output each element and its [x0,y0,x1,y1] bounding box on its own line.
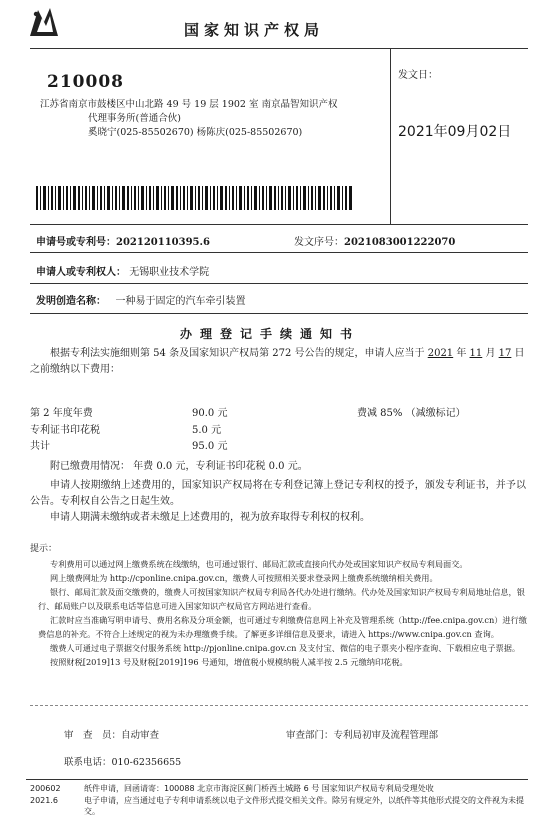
tip-line: 汇款时应当准确写明申请号、费用名称及分项金额，也可通过专利缴费信息网上补充及管理系统（http://fee.cnipa.gov.cn）进行缴费信息的补充。不符合上述规定的视为未办理缴费手续。了解更多详细信息及要求，请进入 https://www.cnipa.gov.cn 查询。 [38,615,527,639]
agency-line: 代理事务所(普通合伙) [88,113,181,124]
intro-text: 根据专利法实施细则第 54 条及国家知识产权局第 272 号公告的规定，申请人应当于 [50,348,428,359]
intro-tail: 之前缴纳以下费用： [30,364,120,375]
application-number-row [36,233,210,248]
contact-phone [64,754,181,768]
notice-title: 办理登记手续通知书 [179,327,360,341]
tip-line: 网上缴费网址为 http://cponline.cnipa.gov.cn，缴费人可按照相关要求登录网上缴费系统缴纳相关费用。 [50,573,438,583]
due-day: 17 [498,348,512,359]
fee-total-label: 共计 [30,441,50,452]
serial-number: 2021083001222070 [344,237,456,248]
department [286,727,438,741]
tips-label: 提示： [30,544,58,554]
fee-amount: 5.0 元 [192,425,222,436]
phone-number: 010-62356655 [111,757,182,768]
applicant: 无锡职业技术学院 [129,267,210,278]
department-name: 专利局初审及流程管理部 [333,730,439,741]
fee-name: 第 2 年度年费 [30,408,93,419]
fee-total-amount: 95.0 元 [192,441,228,452]
form-code: 200602 [30,784,61,793]
serial-number-label: 发文序号： [294,237,344,248]
reviewer-name: 自动审查 [121,730,160,741]
invention-label: 发明创造名称： [36,296,106,307]
paid-fees: 附已缴费用情况： 年费 0.0 元，专利证书印花税 0.0 元。 [50,461,308,472]
table-rule [30,252,528,253]
application-number: 202120110395.6 [116,237,210,248]
issue-date-label: 发文日： [398,70,438,81]
grant-paragraph: 申请人按期缴纳上述费用的，国家知识产权局将在专利登记簿上登记专利权的授予，颁发专利证书，并予以公告。专利权自公告之日起生效。 [30,480,526,507]
footer-paper-notice: 纸件申请，回函请寄：100088 北京市海淀区蓟门桥西土城路 6 号 国家知识产权局专利局受理处收 [84,784,434,793]
footer-electronic-notice: 电子申请，应当通过电子专利申请系统以电子文件形式提交相关文件。除另有规定外，以纸件等其他形式提交的文件视为未提交。 [84,796,524,816]
barcode [36,186,352,210]
footer-rule [26,779,528,780]
applicant-label: 申请人或专利权人： [36,267,126,278]
reviewer-label: 审 查 员： [64,730,122,741]
fee-note: 费减 85% （减缴标记） [357,408,466,419]
table-rule [30,283,528,284]
invention-row [36,292,246,307]
forfeit-paragraph: 申请人期满未缴纳或者未缴足上述费用的，视为放弃取得专利权的权利。 [50,512,370,523]
postal-code: 210008 [47,72,124,92]
address-line: 江苏省南京市鼓楼区中山北路 49 号 19 层 1902 室 南京晶智知识产权 [40,99,338,110]
fee-amount: 90.0 元 [192,408,228,419]
notice-intro [30,346,526,378]
cnipa-logo-icon [28,6,60,38]
examiner-rule [30,705,528,706]
due-month: 11 [469,348,483,359]
invention-title: 一种易于固定的汽车牵引装置 [115,296,246,307]
day-char: 日 [511,348,525,359]
tip-line: 按照财税[2019]13 号及财税[2019]196 号通知，增值税小规模纳税人减半按 2.5 元缴纳印花税。 [50,657,408,667]
issuing-office: 国家知识产权局 [184,21,325,39]
application-number-label: 申请号或专利号： [36,237,116,248]
year-char: 年 [453,348,470,359]
applicant-row [36,263,209,278]
table-rule [30,313,528,314]
due-year: 2021 [427,348,454,359]
issue-date: 2021年09月02日 [398,124,512,140]
tip-line: 专利费用可以通过网上缴费系统在线缴纳，也可通过银行、邮局汇款或直接向代办处或国家知识产权局专利局面交。 [50,559,468,569]
month-char: 月 [482,348,499,359]
fee-name: 专利证书印花税 [30,425,100,436]
form-version: 2021.6 [30,796,58,805]
tip-line: 缴费人可通过电子票据交付服务系统 http://pjonline.cnipa.gov.cn 及支付宝、微信的电子票夹小程序查询、下载相应电子票据。 [50,643,521,653]
department-label: 审查部门： [286,730,334,741]
top-rule [30,48,528,49]
tips-list [38,557,528,669]
table-rule [30,224,528,225]
contacts-line: 奚晓宁(025-85502670) 杨陈庆(025-85502670) [88,127,303,138]
serial-number-row [294,233,455,248]
phone-label: 联系电话： [64,757,112,768]
reviewer [64,727,159,741]
tip-line: 银行、邮局汇款及面交缴费的，缴费人可按国家知识产权局专利局各代办处进行缴纳。代办处及国家知识产权局专利局地址信息，银行、邮局账户以及联系电话等信息可进入国家知识产权局官方网站进行查看。 [38,587,525,611]
